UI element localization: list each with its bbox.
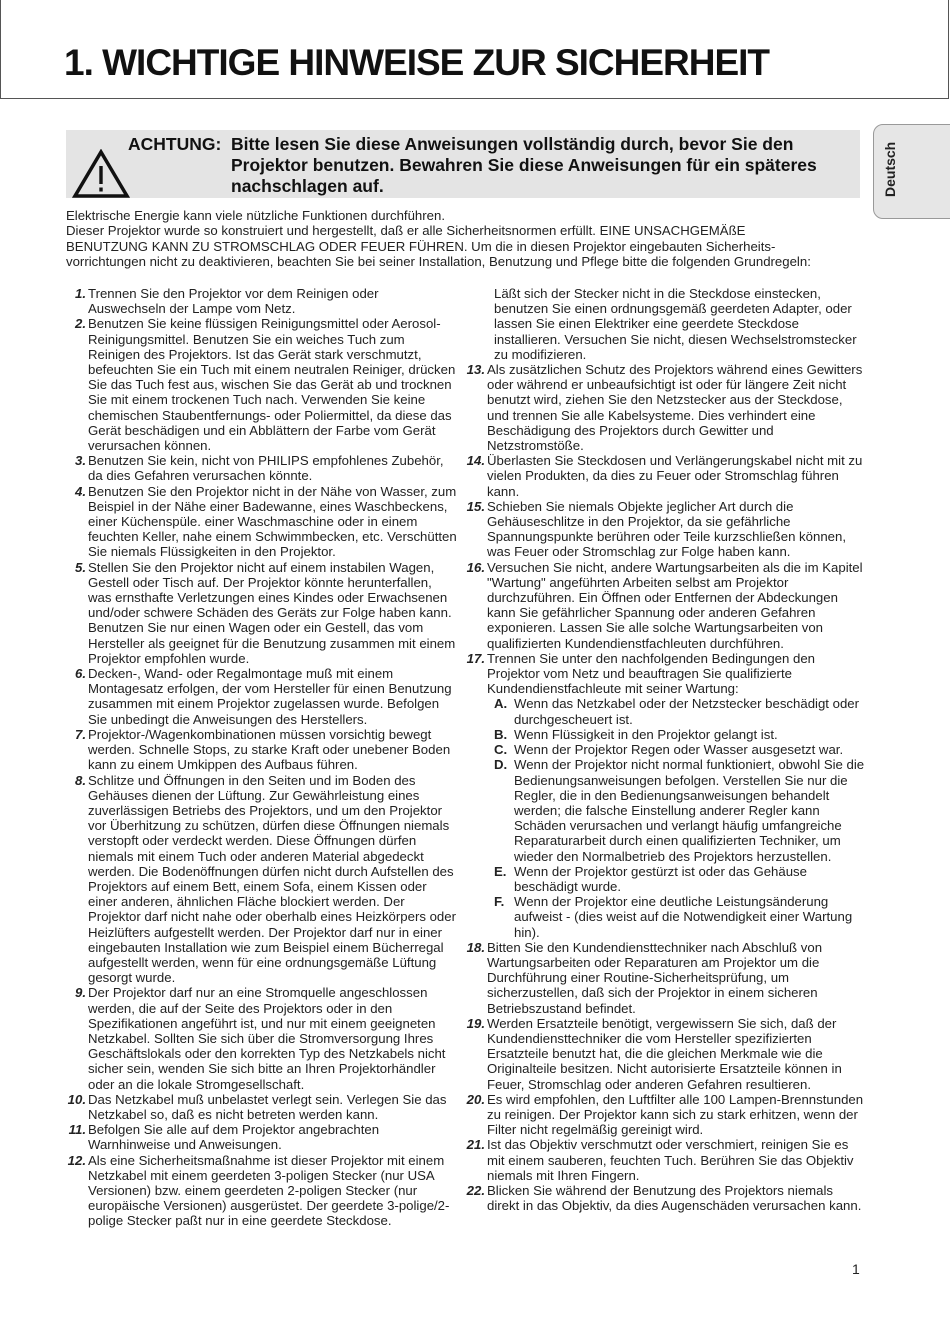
language-tab-label: Deutsch xyxy=(882,141,898,197)
sub-item-text: Wenn der Projektor eine deutliche Leistungsänderung aufweist - (dies weist auf die Notwendigkeit einer Wartung hin). xyxy=(514,894,853,940)
warning-label: ACHTUNG: xyxy=(128,134,222,154)
safety-item-7 xyxy=(67,727,457,773)
item-text: Werden Ersatzteile benötigt, vergewissern Sie sich, daß der Kundendiensttechniker die vom Hersteller spezifizierten Ersatzteile benutzt hat, die die gleichen Merkmale wie die Originalteile besitzen. Nicht autorisierte Ersatzteile können in Feuer, Stromschlag oder anderen Gefahren resultieren. xyxy=(487,1015,842,1092)
sub-item-e xyxy=(466,864,866,894)
item-text: Es wird empfohlen, den Luftfilter alle 100 Lampen-Brennstunden zu reinigen. Der Projektor kann sich zu stark erhitzen, wenn der Filter nicht regelmäßig gereinigt wird. xyxy=(487,1091,864,1138)
safety-item-18 xyxy=(466,940,866,1016)
item-text: Projektor-/Wagenkombinationen müssen vorsichtig bewegt werden. Schnelle Stops, zu starke Kraft oder unebener Boden kann zu einem Umkippen des Aufbaus führen. xyxy=(88,726,451,773)
item-number: 16. xyxy=(466,559,485,575)
left-column xyxy=(67,286,457,1229)
sub-item-c xyxy=(466,742,866,757)
item-text: Trennen Sie den Projektor vor dem Reinigen oder Auswechseln der Lampe vom Netz. xyxy=(88,286,379,317)
item-text: Als zusätzlichen Schutz des Projektors während eines Gewitters oder während er unbeaufsichtigt ist oder für längere Zeit nicht benutzt wird, ziehen Sie den Netzstecker aus der Steckdose, und trennen Sie alle Kabelsysteme. Dies verhindert eine Beschädigung des Projektors durch Gewitter und Netzstromstöße. xyxy=(487,362,863,454)
item-number: 1. xyxy=(75,286,86,301)
safety-item-16 xyxy=(466,560,866,651)
sub-item-text: Wenn der Projektor nicht normal funktioniert, obwohl Sie die Bedienungsanweisungen befolgen. Verstellen Sie nur die Regler, die in den Bedienungsanweisungen behandelt werden; die falsche Einstellung anderer Regler kann Schäden verursachen und verlangt häufig umfangreiche Reparaturarbeit durch einen qualifizierten Techniker, um wieder den Normalbetrieb des Projektors herzustellen. xyxy=(514,757,865,864)
safety-item-15 xyxy=(466,499,866,560)
safety-item-11 xyxy=(67,1122,457,1152)
item-text: Benutzen Sie den Projektor nicht in der Nähe von Wasser, zum Beispiel in der Nähe einer Badewanne, eines Waschbeckens, einer Küchenspüle. einer Waschmaschine oder in einem feuchten Keller, nahe einem Schwimmbecken, etc. Verschütten Sie niemals Flüssigkeiten in den Projektor. xyxy=(88,483,457,560)
safety-item-19 xyxy=(466,1016,866,1092)
item-text: Versuchen Sie nicht, andere Wartungsarbeiten als die im Kapitel "Wartung" angeführten Arbeiten selbst am Projektor durchzuführen. Ein Öffnen oder Entfernen der Abdeckungen kann Sie gefährlicher Spannung oder anderen Gefahren exponieren. Lassen Sie alle solche Wartungsarbeiten von qualifizierten Kundendienstfachleuten durchführen. xyxy=(487,559,863,651)
intro-line: vorrichtungen nicht zu deaktivieren, beachten Sie bei seiner Installation, Benutzung und Pflege bitte die folgenden Grundregeln: xyxy=(66,253,811,269)
sub-item-text: Wenn Flüssigkeit in den Projektor gelangt ist. xyxy=(514,726,778,742)
safety-item-12-continuation: Läßt sich der Stecker nicht in die Steckdose einstecken, benutzen Sie einen ordnungsgemäß geerdeten Adapter, oder lassen Sie einen Elektriker eine geerdete Steckdose installieren. Versuchen Sie nicht, diesen Wechselstromstecker zu modifizieren. xyxy=(494,286,857,362)
item-text: Stellen Sie den Projektor nicht auf einem instabilen Wagen, Gestell oder Tisch auf. Der Projektor könnte herunterfallen, was ernsthafte Verletzungen eines Kindes oder Erwachsenen und/oder schwere Schäden des Geräts zur Folge haben kann. Benutzen Sie nur einen Wagen oder ein Gestell, das vom Hersteller als geeignet für die Benutzung zusammen mit einem Projektor empfohlen wurde. xyxy=(88,559,456,666)
safety-item-22 xyxy=(466,1183,866,1213)
item-text: Das Netzkabel muß unbelastet verlegt sein. Verlegen Sie das Netzkabel so, daß es nicht betreten werden kann. xyxy=(88,1091,447,1122)
sub-item-b xyxy=(466,727,866,742)
sub-item-a xyxy=(466,696,866,726)
item-text: Schieben Sie niemals Objekte jeglicher Art durch die Gehäuseschlitze in den Projektor, da sie gefährliche Spannungspunkte berühren oder Teile kurzschließen können, was Feuer oder Stromschlag zur Folge haben kann. xyxy=(487,498,846,560)
item-number: 20. xyxy=(466,1091,485,1107)
safety-item-17 xyxy=(466,651,866,697)
item-number: 9. xyxy=(75,985,86,1001)
warning-triangle-icon xyxy=(72,149,130,199)
item-number: 14. xyxy=(466,453,485,469)
item-number: 21. xyxy=(466,1137,485,1153)
item-number: 22. xyxy=(466,1182,485,1198)
item-text: Benutzen Sie kein, nicht von PHILIPS empfohlenes Zubehör, da dies Gefahren verursachen könnte. xyxy=(88,453,444,484)
item-number: 7. xyxy=(75,726,86,742)
item-number: 19. xyxy=(466,1015,485,1031)
item-number: 3. xyxy=(75,453,86,469)
sub-item-text: Wenn das Netzkabel oder der Netzstecker beschädigt oder durchgescheuert ist. xyxy=(514,696,860,727)
warning-text: Bitte lesen Sie diese Anweisungen vollständig durch, bevor Sie den Projektor benutzen. Bewahren Sie diese Anweisungen für ein späteres nachschlagen auf. xyxy=(231,134,817,196)
item-number: 6. xyxy=(75,666,86,682)
intro-paragraph xyxy=(66,208,866,269)
sub-item-letter: B. xyxy=(494,726,508,742)
safety-item-14 xyxy=(466,453,866,499)
item-number: 5. xyxy=(75,559,86,575)
safety-item-20 xyxy=(466,1092,866,1138)
warning-box xyxy=(66,130,860,198)
item-text: Schlitze und Öffnungen in den Seiten und im Boden des Gehäuses dienen der Lüftung. Zur Gewährleistung eines zuverlässigen Betriebs des Projektors, und um den Projektor vor Überhitzung zu schützen, dürfen diese Öffnungen niemals verstopft oder verdeckt werden. Diese Öffnungen dürfen niemals mit einem Tuch oder anderen Material abgedeckt werden. Die Bodenöffnungen dürfen nicht durch Aufstellen des Projektors auf einem Bett, einem Sofa, einem Kissen oder einer anderen, ähnlichen Fläche blockiert werden. Der Projektor darf nicht nahe oder oberhalb eines Heizkörpers oder Heizlüfters aufgestellt werden. Der Projektor darf nur in einer eingebauten Installation wie zum Beispiel einem Bücherregal aufgestellt werden, wenn für eine ordnungsgemäße Lüftung gesorgt wurde. xyxy=(88,772,456,986)
safety-item-8 xyxy=(67,773,457,986)
title-frame xyxy=(0,0,949,99)
sub-item-f xyxy=(466,894,866,940)
item-text: Decken-, Wand- oder Regalmontage muß mit einem Montagesatz erfolgen, der vom Hersteller für einen Benutzung zusammen mit einem Projektor zugelassen wurde. Befolgen Sie unbedingt die Anweisungen des Herstellers. xyxy=(88,666,452,727)
item-number: 11. xyxy=(68,1122,86,1138)
sub-item-letter: C. xyxy=(494,742,508,758)
item-text: Bitten Sie den Kundendiensttechniker nach Abschluß von Wartungsarbeiten oder Reparaturen am Projektor um die Durchführung einer Routine-Sicherheitsprüfung, um sicherzustellen, daß sich der Projektor in einem sicheren Betriebszustand befindet. xyxy=(487,939,823,1016)
page-title: 1. WICHTIGE HINWEISE ZUR SICHERHEIT xyxy=(64,42,770,83)
item-text: Der Projektor darf nur an eine Stromquelle angeschlossen werden, die auf der Seite des Projektors oder in den Spezifikationen angeführt ist, und nur mit einem geeigneten Netzkabel. Sollten Sie sich über die Stromversorgung Ihres Geschäftslokals oder den korrekten Typ des Netzkabels nicht sicher sein, wenden Sie sich bitte an Ihren Projektorhändler oder an die lokale Stromgesellschaft. xyxy=(88,985,446,1092)
safety-item-4 xyxy=(67,484,457,560)
sub-item-letter: E. xyxy=(494,863,507,879)
item-text: Benutzen Sie keine flüssigen Reinigungsmittel oder Aerosol-Reinigungsmittel. Benutzen Sie ein weiches Tuch zum Reinigen des Projektors. Ist das Gerät stark verschmutzt, befeuchten Sie ein Tuch mit einem neutralen Reiniger, drücken Sie das Tuch fest aus, wischen Sie das Gerät ab und trocknen Sie mit einem trockenen Tuch nach. Verwenden Sie keine chemischen Staubentfernungs- oder Poliermittel, da diese das Gerät beschädigen und ein Abblättern der Farbe vom Gerät verursachen können. xyxy=(88,316,456,454)
item-number: 12. xyxy=(67,1152,86,1168)
safety-item-1 xyxy=(67,286,457,316)
sub-item-letter: A. xyxy=(494,696,508,712)
item-number: 10. xyxy=(67,1091,86,1107)
safety-item-21 xyxy=(466,1137,866,1183)
right-column xyxy=(466,286,866,1213)
safety-item-12 xyxy=(67,1153,457,1229)
safety-item-5 xyxy=(67,560,457,666)
intro-line: Elektrische Energie kann viele nützliche Funktionen durchführen. xyxy=(66,208,445,223)
safety-item-13 xyxy=(466,362,866,453)
intro-line: BENUTZUNG KANN ZU STROMSCHLAG ODER FEUER FÜHREN. Um die in diesen Projektor eingebauten Sicherheits- xyxy=(66,238,776,254)
safety-item-6 xyxy=(67,666,457,727)
item-text: Trennen Sie unter den nachfolgenden Bedingungen den Projektor vom Netz und beauftragen Sie qualifizierte Kundendienstfachleute mit seiner Wartung: xyxy=(487,650,815,697)
item-number: 4. xyxy=(75,483,86,499)
page-number: 1 xyxy=(852,1261,860,1277)
item-number: 17. xyxy=(466,650,485,666)
item-number: 8. xyxy=(75,772,86,788)
safety-item-9 xyxy=(67,985,457,1091)
safety-item-3 xyxy=(67,453,457,483)
item-number: 18. xyxy=(466,939,485,955)
sub-item-text: Wenn der Projektor Regen oder Wasser ausgesetzt war. xyxy=(514,742,844,758)
item-text: Ist das Objektiv verschmutzt oder verschmiert, reinigen Sie es mit einem sauberen, feuchten Tuch. Berühren Sie das Objektiv niemals mit Ihren Fingern. xyxy=(487,1137,854,1183)
item-number: 13. xyxy=(466,362,485,378)
language-tab xyxy=(873,124,950,219)
item-text: Befolgen Sie alle auf dem Projektor angebrachten Warnhinweise und Anweisungen. xyxy=(88,1122,380,1153)
intro-line: Dieser Projektor wurde so konstruiert und hergestellt, daß er alle Sicherheitsnormen erfüllt. EINE UNSACHGEMÄßE xyxy=(66,223,746,239)
safety-item-10 xyxy=(67,1092,457,1122)
sub-item-letter: D. xyxy=(494,757,508,773)
sub-item-d xyxy=(466,757,866,863)
item-text: Blicken Sie während der Benutzung des Projektors niemals direkt in das Objektiv, da dies Augenschäden verursachen kann. xyxy=(487,1182,862,1214)
item-number: 2. xyxy=(75,316,86,332)
item-text: Als eine Sicherheitsmaßnahme ist dieser Projektor mit einem Netzkabel mit einem geerdeten 3-poligen Stecker (nur USA Versionen) bzw. einem geerdeten 2-poligen Stecker (nur europäische Versionen) ausgerüstet. Der geerdete 3-polige/2-polige Stecker paßt nur in eine geerdete Steckdose. xyxy=(88,1152,450,1229)
sub-item-letter: F. xyxy=(494,894,505,910)
item-text: Überlasten Sie Steckdosen und Verlängerungskabel nicht mit zu vielen Produkten, da dies zu Feuer oder Stromschlag führen kann. xyxy=(487,453,863,499)
safety-item-2 xyxy=(67,316,457,453)
sub-item-text: Wenn der Projektor gestürzt ist oder das Gehäuse beschädigt wurde. xyxy=(514,863,807,894)
item-number: 15. xyxy=(466,498,485,514)
